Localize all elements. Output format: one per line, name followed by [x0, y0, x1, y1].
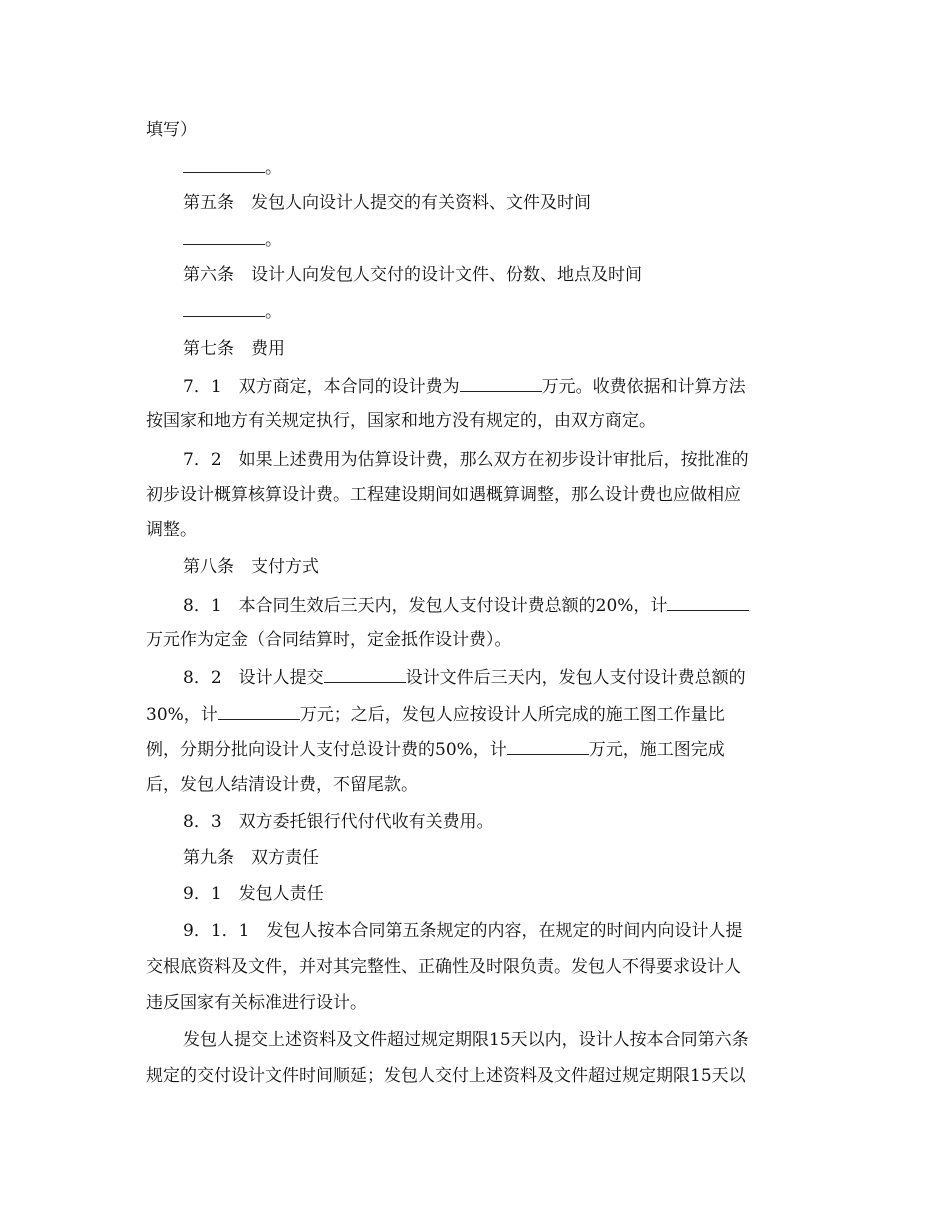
clause-8-2-line-2: 30%，计 万元；之后，发包人应按设计人所完成的施工图工作量比 — [146, 705, 725, 725]
article-5-heading: 第五条 发包人向设计人提交的有关资料、文件及时间 — [183, 193, 591, 213]
clause-7-2-line-1: 7．2 如果上述费用为估算设计费，那么双方在初步设计审批后，按批准的 — [183, 450, 749, 470]
fill-blank[interactable] — [667, 595, 749, 611]
fill-blank[interactable] — [507, 739, 589, 755]
article-7-heading: 第七条 费用 — [183, 339, 285, 359]
clause-8-2-line-4: 后，发包人结清设计费，不留尾款。 — [146, 775, 418, 795]
line-blank-1: 。 — [183, 157, 282, 177]
clause-8-3: 8．3 双方委托银行代付代收有关费用。 — [183, 812, 494, 832]
clause-7-1-line-1: 7．1 双方商定，本合同的设计费为 万元。收费依据和计算方法 — [183, 377, 746, 397]
clause-8-1-line-2: 万元作为定金（合同结算时，定金抵作设计费）。 — [146, 630, 512, 650]
article-6-heading: 第六条 设计人向发包人交付的设计文件、份数、地点及时间 — [183, 265, 642, 285]
paragraph-delay-line-1: 发包人提交上述资料及文件超过规定期限15天以内，设计人按本合同第六条 — [183, 1030, 749, 1050]
line-blank-2: 。 — [183, 229, 282, 249]
line-blank-3: 。 — [183, 301, 282, 321]
fill-blank[interactable] — [183, 157, 265, 173]
fill-blank[interactable] — [183, 301, 265, 317]
clause-8-2-line-3: 例，分期分批向设计人支付总设计费的50%，计 万元，施工图完成 — [146, 740, 725, 760]
fill-blank[interactable] — [324, 667, 406, 683]
clause-9-1-1-line-2: 交根底资料及文件，并对其完整性、正确性及时限负责。发包人不得要求设计人 — [146, 957, 741, 977]
line-fill-in-note: 填写） — [146, 120, 197, 140]
clause-7-2-line-2: 初步设计概算核算设计费。工程建设期间如遇概算调整，那么设计费也应做相应 — [146, 485, 741, 505]
clause-9-1-heading: 9．1 发包人责任 — [183, 884, 324, 904]
clause-7-1-line-2: 按国家和地方有关规定执行，国家和地方没有规定的，由双方商定。 — [146, 411, 656, 431]
article-8-heading: 第八条 支付方式 — [183, 557, 319, 577]
clause-9-1-1-line-1: 9．1．1 发包人按本合同第五条规定的内容，在规定的时间内向设计人提 — [183, 921, 743, 941]
fill-blank[interactable] — [218, 704, 300, 720]
clause-8-2-line-1: 8．2 设计人提交 设计文件后三天内，发包人支付设计费总额的 — [183, 668, 746, 688]
article-9-heading: 第九条 双方责任 — [183, 848, 319, 868]
paragraph-delay-line-2: 规定的交付设计文件时间顺延；发包人交付上述资料及文件超过规定期限15天以 — [146, 1066, 746, 1086]
fill-blank[interactable] — [460, 376, 542, 392]
clause-9-1-1-line-3: 违反国家有关标准进行设计。 — [146, 993, 367, 1013]
clause-7-2-line-3: 调整。 — [146, 520, 197, 540]
clause-8-1-line-1: 8．1 本合同生效后三天内，发包人支付设计费总额的20%，计 — [183, 595, 749, 615]
fill-blank[interactable] — [183, 229, 265, 245]
